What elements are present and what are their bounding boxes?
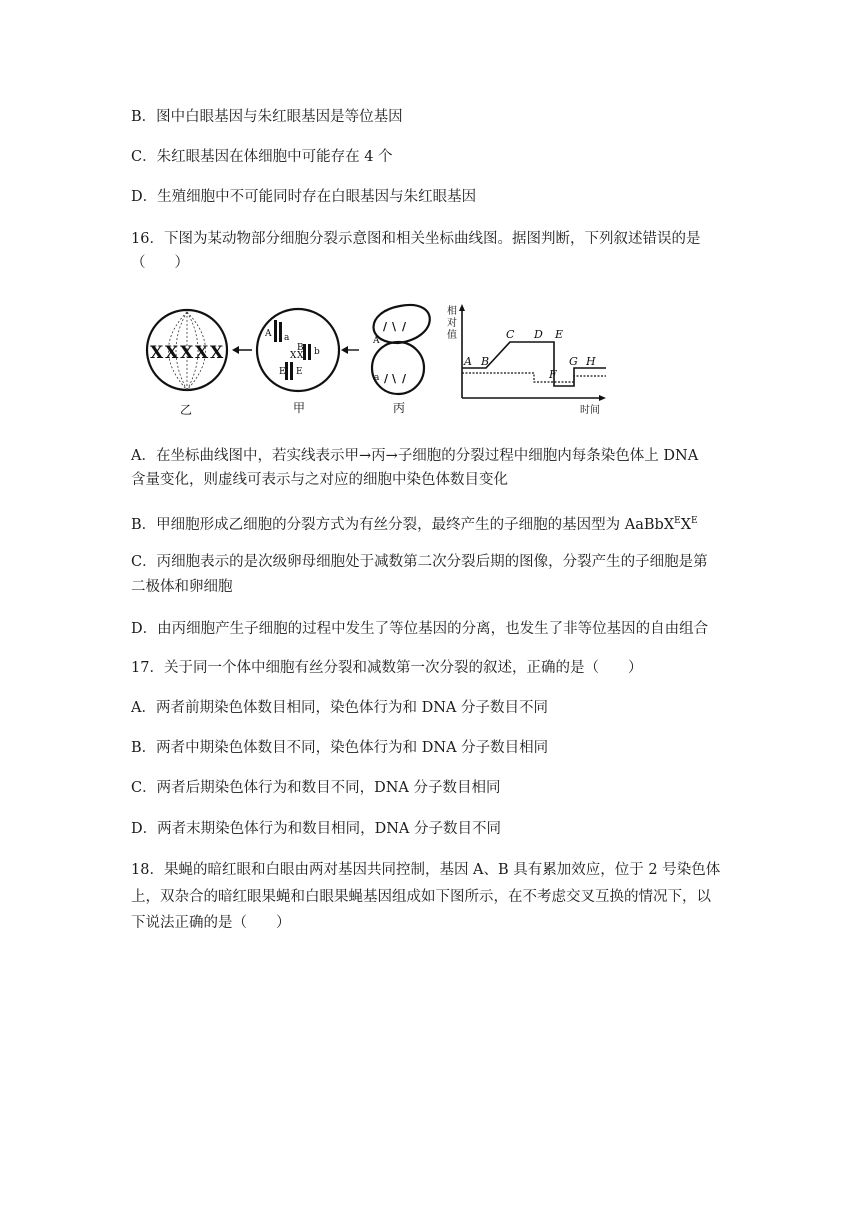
svg-text:A: A (373, 336, 380, 346)
svg-text:对: 对 (447, 318, 457, 329)
cell-label-jia: 甲 (293, 401, 306, 415)
svg-text:相: 相 (447, 306, 457, 317)
option-15-d: D．生殖细胞中不可能同时存在白眼基因与朱红眼基因 (131, 189, 477, 205)
option-17-a: A．两者前期染色体数目相同，染色体行为和 DNA 分子数目不同 (131, 700, 548, 716)
cell-division-figure (140, 298, 610, 420)
svg-text:G: G (569, 355, 578, 368)
option-17-d: D．两者末期染色体行为和数目相同，DNA 分子数目不同 (131, 821, 502, 837)
svg-text:X: X (195, 343, 209, 363)
svg-text:时间: 时间 (580, 405, 600, 416)
option-16-b: B．甲细胞形成乙细胞的分裂方式为有丝分裂，最终产生的子细胞的基因型为 $AaBbX^EX^E$ (131, 516, 698, 533)
option-15-c: C．朱红眼基因在体细胞中可能存在 4 个 (131, 149, 393, 165)
cell-label-yi: 乙 (180, 403, 193, 417)
option-15-b: B．图中白眼基因与朱红眼基因是等位基因 (131, 109, 403, 125)
svg-text:\: \ (392, 320, 397, 333)
option-17-b: B．两者中期染色体数目不同，染色体行为和 DNA 分子数目相同 (131, 740, 549, 756)
coordinate-curve-graph (447, 304, 606, 416)
svg-text:/: / (402, 320, 407, 333)
svg-text:E: E (296, 367, 303, 377)
question-16-stem: 16．下图为某动物部分细胞分裂示意图和相关坐标曲线图。据图判断，下列叙述错误的是 (131, 231, 701, 247)
svg-text:X: X (180, 343, 194, 363)
question-18-line1: 18．果蝇的暗红眼和白眼由两对基因共同控制，基因 A、B 具有累加效应，位于 2 号染色体 (131, 862, 721, 878)
svg-text:X: X (290, 351, 297, 361)
option-17-c: C．两者后期染色体行为和数目不同，DNA 分子数目相同 (131, 780, 501, 796)
svg-text:H: H (586, 355, 596, 368)
svg-text:E: E (279, 367, 286, 377)
svg-text:\: \ (392, 372, 397, 385)
option-16-c-line2: 二极体和卵细胞 (131, 579, 233, 595)
question-18-line3: 下说法正确的是（ ） (131, 915, 291, 931)
svg-text:D: D (534, 328, 543, 341)
svg-text:a: a (374, 373, 380, 383)
svg-text:C: C (506, 328, 515, 341)
svg-text:F: F (549, 368, 557, 381)
question-16-paren: （ ） (131, 255, 189, 271)
svg-text:A: A (464, 355, 472, 368)
svg-text:A: A (265, 329, 272, 339)
question-17-stem: 17．关于同一个体中细胞有丝分裂和减数第一次分裂的叙述，正确的是（ ） (131, 660, 643, 676)
cell-bing-diagram (372, 305, 430, 394)
svg-text:b: b (314, 347, 320, 357)
svg-text:a: a (284, 333, 290, 343)
svg-text:X: X (165, 343, 179, 363)
svg-text:X: X (297, 351, 304, 361)
svg-text:/: / (384, 372, 389, 385)
question-18-line2: 上，双杂合的暗红眼果蝇和白眼果蝇基因组成如下图所示，在不考虑交叉互换的情况下，以 (131, 889, 711, 905)
cell-label-bing: 丙 (393, 401, 406, 415)
option-16-a-line1: A．在坐标曲线图中，若实线表示甲→丙→子细胞的分裂过程中细胞内每条染色体上 DNA (131, 448, 699, 464)
option-16-a-line2: 含量变化，则虚线可表示与之对应的细胞中染色体数目变化 (131, 472, 508, 488)
svg-text:/: / (402, 372, 407, 385)
svg-text:/: / (383, 320, 388, 333)
option-16-d: D．由丙细胞产生子细胞的过程中发生了等位基因的分离，也发生了非等位基因的自由组合 (131, 621, 709, 637)
svg-text:B: B (297, 343, 304, 353)
svg-text:B: B (481, 355, 490, 368)
svg-text:X: X (150, 343, 164, 363)
option-16-c-line1: C．丙细胞表示的是次级卵母细胞处于减数第二次分裂后期的图像，分裂产生的子细胞是第 (131, 554, 708, 570)
svg-text:X: X (210, 343, 224, 363)
cell-jia-diagram (257, 309, 339, 391)
svg-text:E: E (555, 328, 564, 341)
svg-text:值: 值 (447, 330, 457, 341)
cell-yi-diagram (147, 310, 227, 390)
